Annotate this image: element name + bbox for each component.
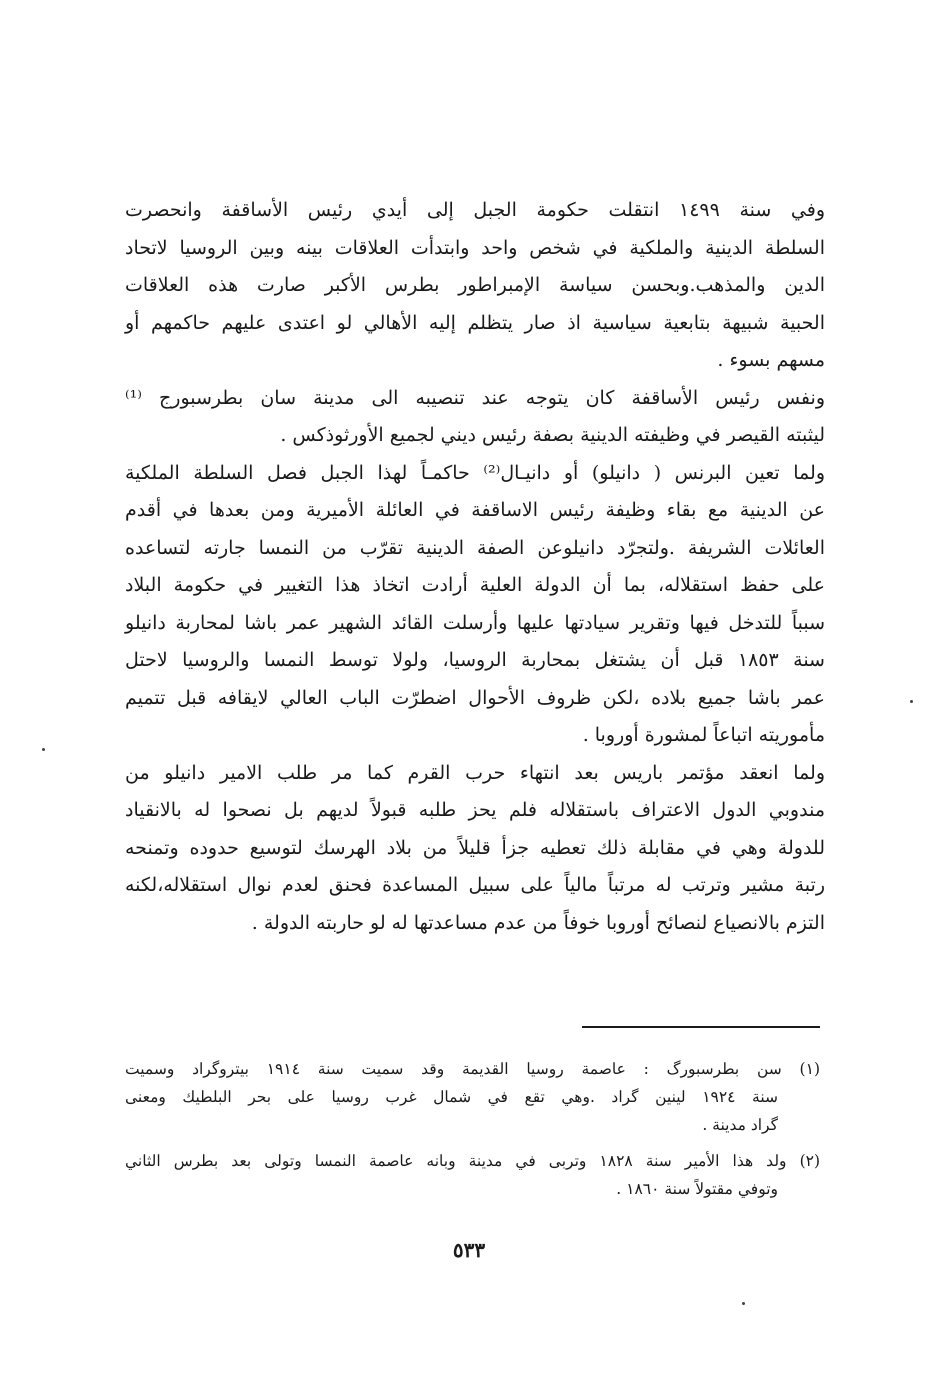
- main-text: [125, 192, 825, 942]
- page-number: ٥٣٣: [452, 1238, 486, 1262]
- paragraph-2: [125, 380, 825, 455]
- text-line: ونفس رئيس الأساقفة كان يتوجه عند تنصيبه الى مدينة سان بطرسبورج ⁽¹⁾: [125, 386, 825, 409]
- scan-speck: [742, 1302, 745, 1305]
- footnote-divider: [582, 1026, 820, 1028]
- text-line: الدين والمذهب.وبحسن سياسة الإمبراطور بطرس الأكبر صارت هذه العلاقات: [125, 274, 825, 296]
- text-line: ولما انعقد مؤتمر باريس بعد انتهاء حرب القرم كما مر طلب الامير دانيلو من: [125, 761, 825, 784]
- text-line: العائلات الشريفة .ولتجرّد دانيلوعن الصفة الدينية تقرّب من النمسا جارته لتساعده: [125, 536, 825, 559]
- text-line: وفي سنة ١٤٩٩ انتقلت حكومة الجبل إلى أيدي رئيس الأساقفة وانحصرت: [125, 199, 826, 221]
- text-line: ليثبته القيصر في وظيفته الدينية بصفة رئيس ديني لجميع الأورثوذكس .: [280, 424, 825, 446]
- footnote-1: [125, 1055, 820, 1139]
- footnote-line: وتوفي مقتولاً سنة ١٨٦٠ .: [616, 1180, 778, 1198]
- text-line: التزم بالانصياع لنصائح أوروبا خوفاً من عدم مساعدتها له لو حاربته الدولة .: [251, 911, 825, 934]
- text-line: عمر باشا جميع بلاده ،لكن ظروف الأحوال اضطرّت الباب العالي لايقافه قبل تتميم: [125, 686, 825, 709]
- scan-speck: [42, 748, 45, 751]
- text-line: سنة ١٨٥٣ قبل أن يشتغل بمحاربة الروسيا، ولولا توسط النمسا والروسيا لاحتل: [125, 649, 825, 671]
- paragraph-1: [125, 192, 825, 380]
- text-line: للدولة وهي في مقابلة ذلك تعطيه جزأ قليلاً من بلاد الهرسك لتوسيع حدوده وتمنحه: [125, 836, 825, 859]
- footnote-2: [125, 1147, 820, 1203]
- footnote-line: (٢) ولد هذا الأمير سنة ١٨٢٨ وتربى في مدينة وبانه عاصمة النمسا وتولى بعد بطرس الثاني: [125, 1152, 821, 1170]
- paragraph-3: [125, 455, 825, 755]
- footnotes: [125, 1055, 820, 1203]
- footnote-line: گراد مدينة .: [702, 1116, 778, 1134]
- text-line: السلطة الدينية والملكية في شخص واحد وابتدأت العلاقات بينه وبين الروسيا لاتحاد: [125, 236, 825, 259]
- text-line: مندوبي الدول الاعتراف باستقلاله فلم يحز طلبه قبولاً لديهم بل نصحوا له بالانقياد: [125, 799, 825, 821]
- footnote-line: سنة ١٩٢٤ لينين گراد .وهي تقع في شمال غرب روسيا على بحر البلطيك ومعنى: [125, 1088, 779, 1106]
- paragraph-4: [125, 755, 825, 943]
- text-line: سبباً للتدخل فيها وتقرير سيادتها عليها وأرسلت القائد الشهير عمر باشا لمحاربة دانيلو: [125, 611, 825, 634]
- footnote-line: (١) سن بطرسبورگ : عاصمة روسيا القديمة وقد سميت سنة ١٩١٤ بيتروگراد وسميت: [125, 1060, 820, 1078]
- text-line: عن الدينية مع بقاء وظيفة رئيس الاساقفة في العائلة الأميرية ومن بعدها في أقدم: [125, 499, 825, 521]
- text-line: على حفظ استقلاله، بما أن الدولة العلية أرادت اتخاذ هذا التغيير في حكومة البلاد: [125, 574, 825, 596]
- scan-speck: [910, 700, 913, 703]
- text-line: رتبة مشير وترتب له مرتباً مالياً على سبيل المساعدة فحنق لعدم نوال استقلاله،لكنه: [125, 874, 825, 896]
- text-line: ولما تعين البرنس ( دانيلو) أو دانيـال⁽²⁾ حاكمـاً لهذا الجبل فصل السلطة الملكية: [125, 461, 825, 484]
- text-line: مأموريته اتباعاً لمشورة أوروبا .: [582, 724, 825, 746]
- text-line: الحبية شبيهة بتابعية سياسية اذ صار يتظلم إليه الأهالي لو اعتدى عليهم حاكمهم أو: [125, 311, 825, 334]
- text-line: مسهم بسوء .: [717, 349, 825, 371]
